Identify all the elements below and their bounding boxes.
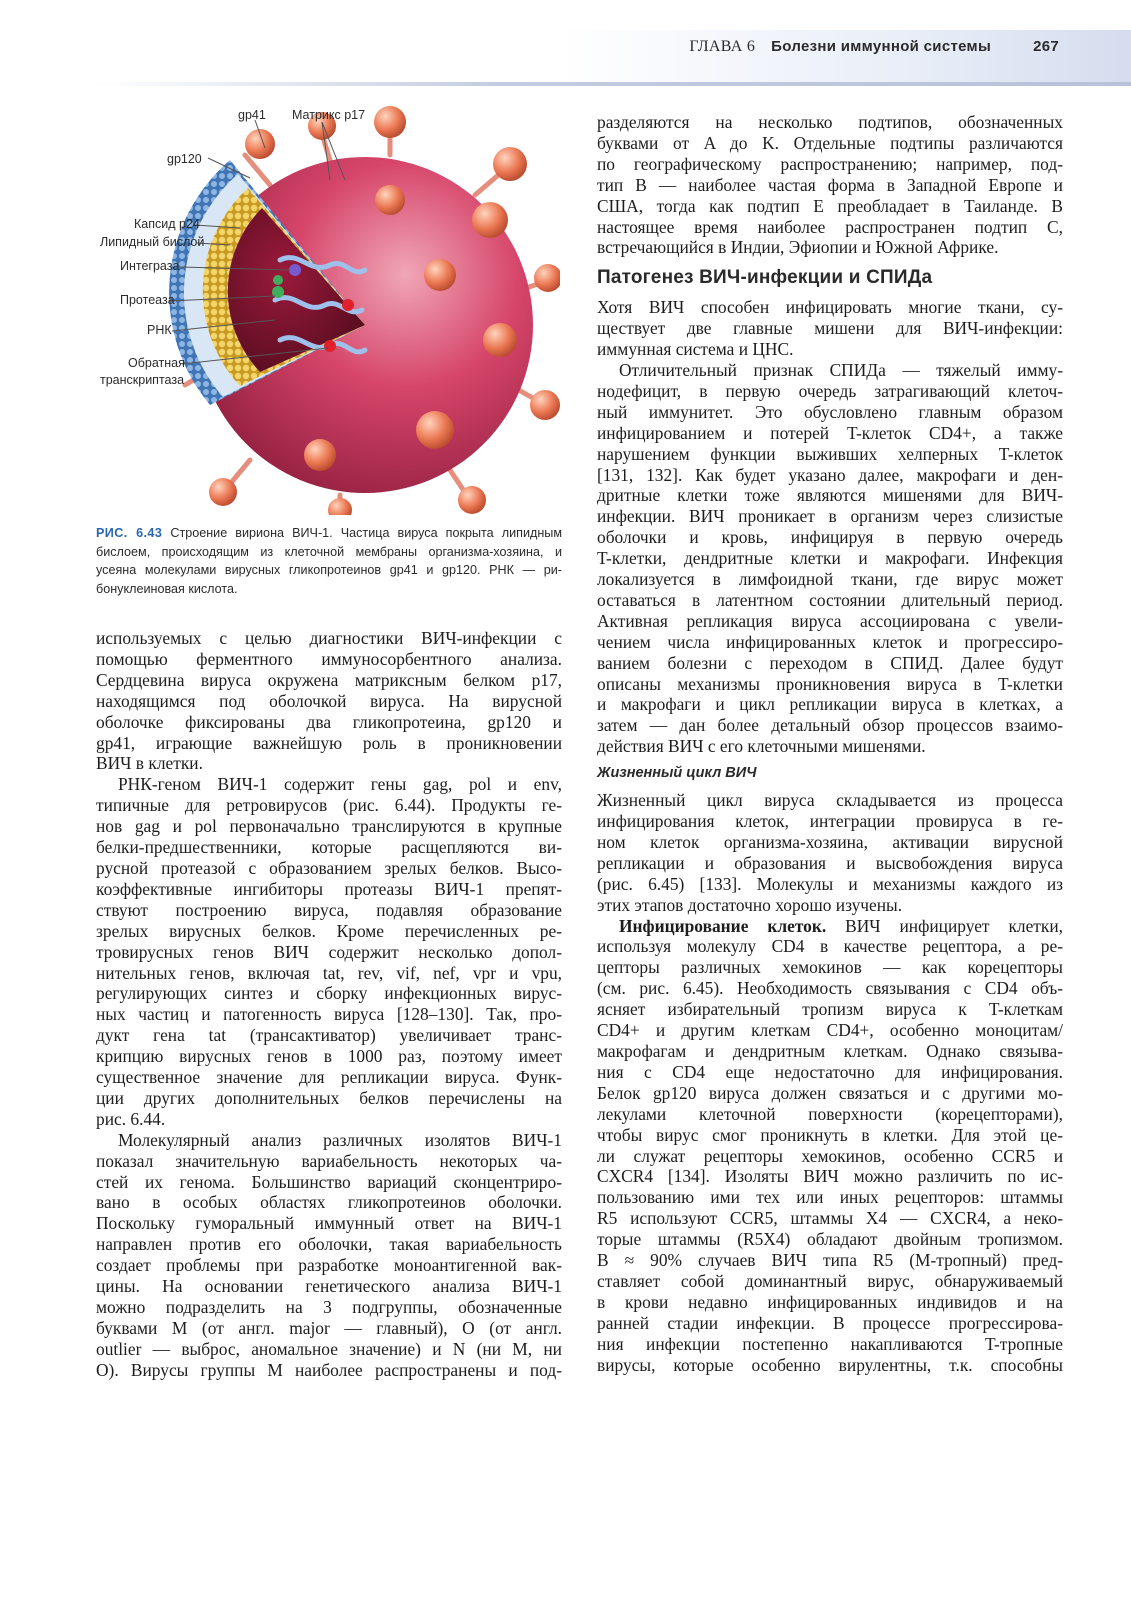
chapter-title: Болезни иммунной системы	[771, 38, 992, 55]
text-line: по географическому распространению; например, под-	[597, 153, 1063, 174]
text-line: макрофагам и дендритным клеткам. Однако связыва-	[597, 1040, 1063, 1061]
text-line: нительных генов, включая tat, rev, vif, nef, vpr и vpu,	[96, 962, 562, 983]
text-line: существенное значение для репликации вируса. Функ-	[96, 1067, 562, 1088]
caption-figure-number: РИС. 6.43	[96, 526, 163, 540]
paragraph	[96, 1130, 562, 1381]
text-line: (рис. 6.45) [133]. Молекулы и механизмы каждого из	[597, 873, 1063, 894]
chapter-label: ГЛАВА 6	[689, 38, 756, 55]
text-line: ных частиц и патогенность вируса [128–130]. Так, про-	[96, 1004, 562, 1025]
text-line: инфекции. ВИЧ проникает в организм через слизистые	[597, 506, 1063, 527]
text-line: белки-предшественники, которые расщепляются ви-	[96, 837, 562, 858]
text-line: ный иммунитет. Это обусловлено главным образом	[597, 401, 1063, 422]
text-line: инфицирования клеток, интеграции провируса в ге-	[597, 811, 1063, 831]
text-line: дукт гена tat (трансактиватор) увеличивает транс-	[96, 1025, 562, 1046]
text-line: ли служат рецепторы хемокинов, особенно CCR5 и	[597, 1145, 1063, 1166]
text-line: Активная репликация вируса ассоциирована с увели-	[597, 610, 1063, 631]
text-line: настоящее время наиболее распространен подтип C,	[597, 216, 1063, 237]
protease-molecule-2	[273, 275, 283, 285]
text-line: в крови недавно инфицированных индивидов и на	[597, 1291, 1063, 1312]
text-line: нов gag и pol первоначально транслируются в крупные	[96, 816, 562, 837]
label-rt-line1: Обратная	[128, 356, 185, 370]
paragraph	[96, 774, 562, 1129]
text-line: Белок gp120 вируса должен связаться и с другими мо-	[597, 1082, 1063, 1103]
text-line: создает проблемы при разработке моноантигенной вак-	[96, 1255, 562, 1276]
text-run: ВИЧ инфицирует клетки,	[826, 915, 1063, 936]
text-line: R5 используют CCR5, штаммы X4 — CXCR4, а неко-	[597, 1208, 1063, 1229]
paragraph	[597, 112, 1063, 258]
text-line: оболочки и кровь, инфицируя в первую очередь	[597, 527, 1063, 548]
text-line: Сердцевина вируса окружена матриксным белком p17,	[96, 669, 562, 690]
text-line: действия ВИЧ с его клеточными мишенями.	[597, 736, 926, 757]
text-line: CXCR4 [134]. Изоляты ВИЧ можно различить по ис-	[597, 1166, 1063, 1187]
hiv-virion-illustration	[90, 100, 560, 515]
text-line: оболочке фиксированы два гликопротеина, gp120 и	[96, 711, 562, 732]
caption-line: усеяна молекулами вирусных гликопротеинов gp41 и gp120. РНК — ри-	[96, 563, 562, 577]
label-gp120: gp120	[167, 152, 202, 166]
text-line: инфицированием и потерей T-клеток CD4+, а также	[597, 422, 1063, 443]
text-line: коэффективные ингибиторы протеазы ВИЧ-1 препят-	[96, 878, 562, 899]
section-heading: Патогенез ВИЧ-инфекции и СПИДа	[597, 267, 933, 289]
text-line: этих этапов достаточно хорошо изучены.	[597, 894, 903, 915]
text-line: Поскольку гуморальный иммунный ответ на ВИЧ-1	[96, 1213, 562, 1234]
text-line: можно подразделить на 3 подгруппы, обозначенные	[96, 1297, 562, 1317]
header-rule	[90, 82, 1131, 86]
text-line: вирусы, которые особенно вирулентны, т.к. способны	[597, 1354, 1063, 1375]
text-line: ствуют построению вируса, подавляя образование	[96, 899, 562, 920]
run-in-heading: Инфицирование клеток.	[619, 915, 827, 936]
label-lipid: Липидный бислой	[100, 235, 205, 249]
paragraph	[597, 916, 1063, 1376]
text-line: лекулами клеточной поверхности (корецепторами),	[597, 1103, 1063, 1124]
text-line: используемых с целью диагностики ВИЧ-инфекции с	[96, 628, 562, 648]
rt-molecule	[342, 299, 354, 311]
text-line: крипцию вирусных генов в 1000 раз, поэтому имеет	[96, 1046, 562, 1067]
text-line: (см. рис. 6.45). Необходимость связывания с CD4 объ-	[597, 978, 1063, 999]
text-line: ции других дополнительных белков перечислены на	[96, 1087, 562, 1108]
text-line: ВИЧ в клетки.	[96, 753, 203, 774]
text-line: нарушением функции выживших хелперных T-клеток	[597, 443, 1063, 464]
text-line: В ≈ 90% случаев ВИЧ типа R5 (M-тропный) пред-	[597, 1250, 1063, 1271]
text-line: пользованию ими тех или иных рецепторов: штаммы	[597, 1187, 1063, 1208]
paragraph	[597, 790, 1063, 915]
text-line: O). Вирусы группы M наиболее распространены и под-	[96, 1359, 562, 1380]
text-line: CD4+ и другим клеткам CD4+, особенно моноцитам/	[597, 1020, 1063, 1041]
text-line: gp41, играющие важнейшую роль в проникновении	[96, 732, 562, 753]
paragraph	[96, 628, 562, 774]
text-line: вано в особых областях гликопротеинов оболочки.	[96, 1192, 562, 1213]
text-line: встречающийся в Индии, Эфиопии и Южной Африке.	[597, 237, 999, 258]
text-line: рис. 6.44.	[96, 1108, 166, 1129]
text-line: локализуется в лимфоидной ткани, где вирус может	[597, 569, 1063, 590]
text-line: T-клетки, дендритные клетки и макрофаги. Инфекция	[597, 548, 1063, 569]
text-line: ясняет избирательный тропизм вируса к T-клеткам	[597, 999, 1063, 1020]
text-line: зрелых вирусных белков. Кроме перечисленных ре-	[96, 920, 562, 941]
text-line: США, тогда как подтип E преобладает в Таиланде. В	[597, 195, 1063, 216]
text-line: ставляет собой доминантный вирус, обнаруживаемый	[597, 1270, 1063, 1291]
text-line: РНК-геном ВИЧ-1 содержит гены gag, pol и env,	[118, 774, 562, 795]
paragraph	[597, 360, 1063, 757]
text-line: ществует две главные мишени для ВИЧ-инфекции:	[597, 318, 1063, 339]
text-line: направлен против его оболочки, такая вариабельность	[96, 1234, 562, 1255]
caption-line: бислоем, происходящим из клеточной мембраны организма-хозяина, и	[96, 544, 562, 559]
text-line: ванием болезни с переходом в СПИД. Далее будут	[597, 652, 1063, 673]
text-line: и макрофаги и цикл репликации вируса в клетках, а	[597, 694, 1063, 715]
text-line: Отличительный признак СПИДа — тяжелый имму-	[619, 359, 1063, 380]
text-line: Молекулярный анализ различных изолятов ВИЧ-1	[118, 1129, 562, 1150]
text-line: ном клеток организма-хозяина, активации вирусной	[597, 831, 1063, 852]
paragraph	[597, 297, 1063, 360]
subsection-heading: Жизненный цикл ВИЧ	[597, 765, 757, 782]
text-line: ния с CD4 еще недостаточно для инфицирования.	[597, 1061, 1063, 1082]
text-line: ния инфекции постепенно накапливаются T-тропные	[597, 1333, 1063, 1354]
text-line: Хотя ВИЧ способен инфицировать многие ткани, су-	[597, 297, 1063, 318]
text-line: буквами от A до K. Отдельные подтипы различаются	[597, 132, 1063, 153]
text-line: нодефицит, в первую очередь затрагивающий клеточ-	[597, 380, 1063, 401]
text-line: Жизненный цикл вируса складывается из процесса	[597, 790, 1063, 811]
text-line: затем — дан более детальный обзор процессов взаимо-	[597, 715, 1063, 736]
text-line: находящимся под оболочкой вируса. На вирусной	[96, 690, 562, 711]
label-integrase: Интеграза	[120, 259, 180, 273]
label-rna: РНК	[147, 323, 172, 337]
figure-caption	[96, 524, 562, 598]
text-line: цепторы различных хемокинов — как корецепторы	[597, 957, 1063, 978]
text-line: показал значительную вариабельность некоторых ча-	[96, 1150, 562, 1171]
text-line: стей их генома. Большинство вариаций сконцентриро-	[96, 1171, 562, 1192]
text-line: буквами M (от англ. major — главный), O (от англ.	[96, 1317, 562, 1338]
text-line: чтобы вирус смог проникнуть в клетки. Для этой це-	[597, 1124, 1063, 1145]
label-gp41: gp41	[238, 108, 266, 122]
running-header	[689, 38, 1059, 56]
text-line: тип B — наиболее частая форма в Западной Европе и	[597, 174, 1063, 195]
text-line: [131, 132]. Как будет указано далее, макрофаги и ден-	[597, 464, 1063, 485]
text-line: оставаться в латентном состоянии длительный период.	[597, 589, 1063, 610]
text-line: outlier — выброс, аномальное значение) и N (ни M, ни	[96, 1338, 562, 1359]
text-line: ранней стадии инфекции. В процессе прогрессирова-	[597, 1312, 1063, 1333]
caption-line: бонуклеиновая кислота.	[96, 581, 238, 596]
text-line: типичные для ретровирусов (рис. 6.44). Продукты ге-	[96, 795, 562, 816]
right-column	[597, 112, 1063, 1375]
text-line	[597, 916, 1063, 937]
text-line: дритные клетки тоже являются мишенями для ВИЧ-	[597, 485, 1063, 506]
text-line: чением числа инфицированных клеток и прогрессиро-	[597, 631, 1063, 652]
hiv-virion-figure	[90, 100, 560, 515]
left-column	[96, 628, 562, 1381]
caption-line: Строение вириона ВИЧ-1. Частица вируса покрыта липидным	[170, 526, 563, 540]
text-line: помощью ферментного иммуносорбентного анализа.	[96, 648, 562, 669]
page-number: 267	[1033, 38, 1059, 55]
integrase-molecule	[289, 264, 301, 276]
text-line: разделяются на несколько подтипов, обозначенных	[597, 112, 1063, 132]
text-line: описаны механизмы проникновения вируса в T-клетки	[597, 673, 1063, 694]
rt-molecule-2	[324, 340, 336, 352]
label-matrix: Матрикс p17	[292, 108, 366, 122]
text-line: регулирующих синтез и сборку инфекционных вирус-	[96, 983, 562, 1004]
label-rt-line2: транскриптаза	[100, 373, 185, 387]
text-line: иммунная система и ЦНС.	[597, 339, 794, 360]
text-line: торые штаммы (R5X4) обладают двойным тропизмом.	[597, 1229, 1063, 1250]
label-capsid: Капсид p24	[134, 217, 200, 231]
text-line: русной протеазой с образованием зрелых белков. Высо-	[96, 857, 562, 878]
text-line: репликации и образования и высвобождения вируса	[597, 852, 1063, 873]
text-line: используя молекулу CD4 в качестве рецептора, а ре-	[597, 936, 1063, 957]
text-line: тровирусных генов ВИЧ содержит несколько допол-	[96, 941, 562, 962]
text-line: цины. На основании генетического анализа ВИЧ-1	[96, 1276, 562, 1297]
label-protease: Протеаза	[120, 293, 175, 307]
